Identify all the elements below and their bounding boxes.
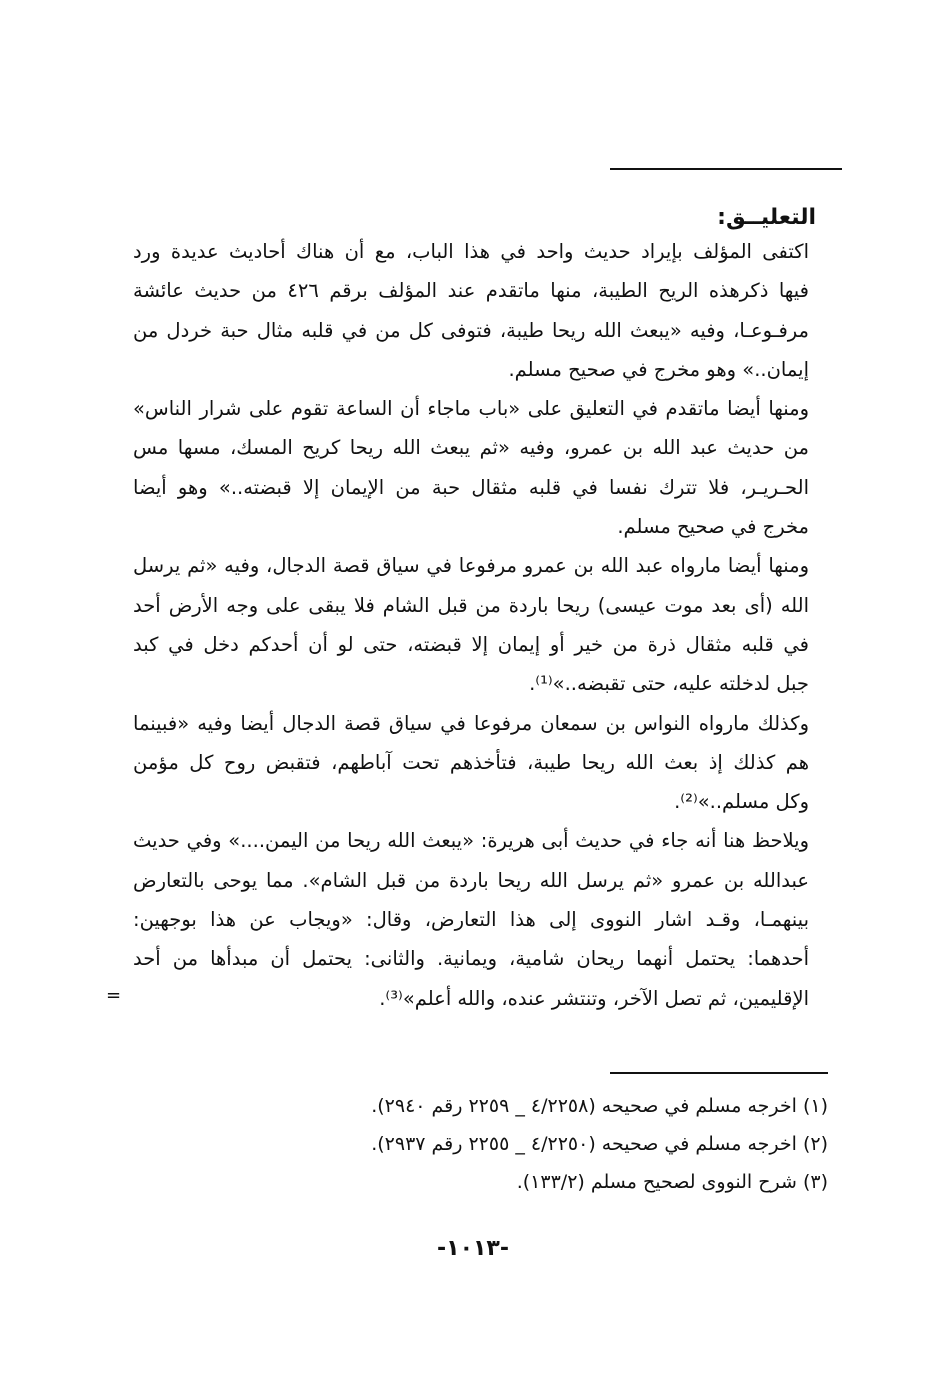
text-line: وكل مسلم..»⁽²⁾. bbox=[674, 790, 809, 814]
continuation-mark: = bbox=[106, 985, 122, 1006]
text-line: وكذلك مارواه النواس بن سمعان مرفوعا في سياق قصة الدجال أيضا وفيه «فبينما bbox=[133, 711, 809, 735]
text-line: اكتفى المؤلف بإيراد حديث واحد في هذا الباب، مع أن هناك أحاديث عديدة ورد bbox=[133, 240, 809, 263]
main-text bbox=[133, 232, 809, 1018]
top-divider bbox=[610, 168, 842, 170]
text-line: عبدالله بن عمرو «ثم يرسل الله ريحا باردة من قبل الشام». مما يوحى بالتعارض bbox=[133, 868, 809, 892]
text-line: الله (أى بعد موت عيسى) ريحا باردة من قبل الشام فلا يبقى على وجه الأرض أحد bbox=[133, 593, 809, 617]
text-line: مرفـوعـا، وفيه «يبعث الله ريحا طيبة، فتوفى كل من في قلبه مثال حبة خردل من bbox=[133, 318, 809, 342]
text-line: مخرج في صحيح مسلم. bbox=[617, 515, 809, 539]
footnote-2: (٢) اخرجه مسلم في صحيحه (٤/٢٢٥٠ _ ٢٢٥٥ رقم ٢٩٣٧). bbox=[371, 1133, 828, 1155]
text-line: أحدهما: يحتمل أنهما ريحان شامية، ويمانية. والثانى: يحتمل أن مبدأها من أحد bbox=[133, 947, 809, 971]
section-heading: التعليــق: bbox=[717, 205, 816, 230]
footnote-divider bbox=[610, 1072, 828, 1074]
text-line: ومنها أيضا ماتقدم في التعليق على «باب ماجاء أن الساعة تقوم على شرار الناس» bbox=[133, 397, 809, 421]
text-line: الحـريـر، فلا تترك نفسا في قلبه مثقال حبة من الإيمان إلا قبضته..» وهو أيضا bbox=[133, 475, 809, 499]
text-line: فيها ذكرهذه الريح الطيبة، منها ماتقدم عند المؤلف برقم ٤٢٦ من حديث عائشة bbox=[133, 279, 809, 303]
text-line: جبل لدخلته عليه، حتى تقبضه..»⁽¹⁾. bbox=[529, 672, 809, 696]
page-number: -١٠١٣- bbox=[437, 1236, 509, 1261]
text-line: إيمان..» وهو مخرج في صحيح مسلم. bbox=[508, 357, 809, 381]
footnote-1: (١) اخرجه مسلم في صحيحه (٤/٢٢٥٨ _ ٢٢٥٩ رقم ٢٩٤٠). bbox=[371, 1095, 828, 1117]
text-line: من حديث عبد الله بن عمرو، وفيه «ثم يبعث الله ريحا كريح المسك، مسها مس bbox=[133, 436, 809, 460]
text-line: في قلبه مثقال ذرة من خير أو إيمان إلا قبضته، حتى لو أن أحدكم دخل في كبد bbox=[133, 632, 809, 656]
footnote-3: (٣) شرح النووى لصحيح مسلم (١٣٣/٢). bbox=[516, 1171, 828, 1193]
text-line: ومنها أيضا مارواه عبد الله بن عمرو مرفوعا في سياق قصة الدجال، وفيه «ثم يرسل bbox=[133, 554, 809, 578]
text-line: الإقليمين، ثم تصل الآخر، وتنتشر عنده، والله أعلم»⁽³⁾. bbox=[379, 986, 809, 1010]
text-line: هم كذلك إذ بعث الله ريحا طيبة، فتأخذهم تحت آباطهم، فتقبض روح كل مؤمن bbox=[133, 750, 809, 774]
text-line: ويلاحظ هنا أنه جاء في حديث أبى هريرة: «يبعث الله ريحا من اليمن....» وفي حديث bbox=[133, 829, 809, 853]
footnotes bbox=[268, 1087, 828, 1201]
text-line: بينهمـا، وقـد اشار النووى إلى هذا التعارض، وقال: «ويجاب عن هذا بوجهين: bbox=[133, 908, 809, 932]
